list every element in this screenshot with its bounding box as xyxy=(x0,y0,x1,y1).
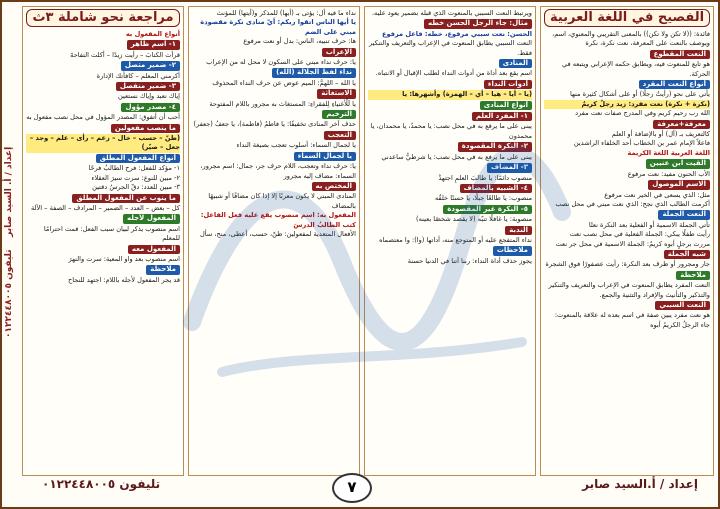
text: المنادى المبني لا يكون معربًا إلا إذا كان مضافًا أو شبيهًا بالمضاف xyxy=(208,192,356,210)
text: يا لجمال السماء: أسلوب تعجب بصيغة النداء xyxy=(236,141,356,150)
text: حذف آخر المنادى تخفيفًا: يا فاطمُ (فاطمة)، يا جعفُ (جعفر) xyxy=(193,120,356,129)
text: يا: حرف نداء وتعجب، اللام حرف جر، جمال: اسم مجرور، السماء: مضاف إليه مجرور xyxy=(200,162,356,180)
text-red: اللغة العربية اللغة الكريمة xyxy=(627,148,710,157)
heading-cut-adjective: النعت المقطوع xyxy=(650,50,710,59)
text: كالتعريف بـ (أل) أو بالإضافة أو العلم xyxy=(611,130,710,139)
text: رأيت طفلًا يبكي: الجملة الفعلية في محل نصب نعت xyxy=(569,230,710,239)
heading-note: ملاحظة xyxy=(146,265,180,274)
page-number: ٧ xyxy=(332,473,372,503)
column-right xyxy=(540,6,714,476)
text: يأتي على نحو (رأيتُ رجلًا) أو على أشكال كثيرة منها xyxy=(569,90,710,99)
heading-parsing: الإعراب xyxy=(322,48,356,57)
text: ها: حرف تنبيه، الناس: بدل أو نعت مرفوع xyxy=(243,37,356,46)
text-highlight: (يا – أيا – هيا – أي – الهمزة) وأشهرها: يا xyxy=(368,90,532,99)
text: ٣- مبين للعدد: دقّ الجرسُ دقتين xyxy=(92,183,180,192)
text-blue: يا أيها الناس اتقوا ربكم: أيّ منادى نكرة مقصودة مبني على الضم xyxy=(200,18,356,36)
text: مثل: الذي يسعى في الخير نعت مرفوع xyxy=(604,190,710,199)
text: منصوب دائمًا: يا طالبَ العلمِ اجتهدْ xyxy=(438,173,532,182)
text: تأتي الجملة الاسمية أو الفعلية بعد النكرة نعتًا xyxy=(588,220,710,229)
heading-definite: معرفة+معرفة xyxy=(653,120,710,129)
text: منصوبة: يا غافلًا تنبّه (لا يقصد شخصًا بعينه) xyxy=(416,215,532,224)
text: مررت برجلٍ أبوه كريمٌ: الجملة الاسمية في محل جر نعت xyxy=(555,239,710,248)
heading-truncation: الترخيم xyxy=(322,110,356,119)
column-second xyxy=(364,6,536,476)
title-left: مراجعة نحو شاملة ٣ث xyxy=(26,9,180,27)
heading-appeal: الاستغاثة xyxy=(317,89,356,98)
title-right: الفصيح في اللغة العربية xyxy=(544,9,710,27)
text: النعت السببي يطابق المنعوت في الإعراب والتعريف والتنكير فقط. xyxy=(368,39,532,57)
text: النعت المفرد يطابق المنعوت في الإعراب والتعريف والتنكير والتذكير والتأنيث والإفراد والتثنية والجمع. xyxy=(548,281,710,299)
text: يبنى على ما يرفع به في محل نصب: يا محمدُ، يا محمدان، يا محمدون xyxy=(370,122,532,140)
heading-vocative-tools: أدوات النداء xyxy=(484,80,532,89)
text-red: أنواع المفعول به xyxy=(125,30,180,38)
text: قد يجر المفعول لأجله باللام: اجتهد للنجاح xyxy=(67,275,180,284)
heading-example: يا لجمال السماء xyxy=(294,152,356,161)
heading-unintended-indefinite: ٥- النكرة غير المقصودة xyxy=(443,205,532,214)
heading-relative-noun: الاسم الموصول xyxy=(648,180,710,189)
heading-example: مثال: جاء الرجل الحسن خطه xyxy=(424,19,532,28)
column-left xyxy=(22,6,184,476)
heading-vocative-types: أنواع المنادى xyxy=(480,101,532,110)
text: قرأت الكتابَ – رأيت زيدًا – أكلت التفاحةَ xyxy=(70,50,180,59)
heading-proper-noun: ١- المفرد العلم xyxy=(472,112,532,121)
text: اسم منصوب بعد واو المعية: سرت والنهرَ xyxy=(68,254,180,263)
text: منصوب: يا طالعًا جبلًا، يا حسنًا خلقُه xyxy=(434,194,532,203)
text: أحب أن أتفوق: المصدر المؤول في محل نصب مفعول به xyxy=(26,113,180,122)
text-red: المفعول به: اسم منصوب يقع عليه فعل الفاعل: كتب الطالبُ الدرسَ xyxy=(200,211,356,229)
text: كل – بعض – العدد – الضمير – المرادف – الصفة – الآلة xyxy=(30,203,180,212)
text: فاعلاً الإمام عمر بن الخطاب أحد الخلفاء الراشدين xyxy=(573,139,710,148)
text: هو تابع للمنعوت فيه، ويطابق حكمه الإعرابي ويتبعه في الحركة. xyxy=(562,60,710,78)
heading-substitutes: ما ينوب عن المفعول المطلق xyxy=(72,194,180,203)
text: يا لَلْأغنياءِ لِلفقراءِ: المستغاث به مجرور باللام المفتوحة xyxy=(209,99,356,108)
text: الأفعال المتعدية لمفعولين: ظنّ، حسب، أعطى، منح، سأل xyxy=(199,229,356,238)
heading-infinitive: ٤- مصدر مؤول xyxy=(121,103,180,112)
heading-detached-pronoun: ٣- ضمير منفصل xyxy=(116,82,180,91)
heading-specified: المختص به xyxy=(312,182,356,191)
heading-lamentation: الندبة xyxy=(505,226,532,235)
text: جار ومجرور أو ظرف بعد النكرة: رأيت عصفورًا فوق الشجرة xyxy=(545,260,710,269)
text: ويرتبط النعت السببي بالمنعوت الذي قبله بضمير يعود عليه. xyxy=(371,9,532,17)
heading-sentence-adjective: النعت الجملة xyxy=(658,210,710,219)
heading-causal-adjective: النعت السببي xyxy=(655,301,710,310)
text: أكرمني المعلم – كافأتك الإدارة xyxy=(96,71,180,80)
heading-exclamation: التعجب xyxy=(324,131,356,140)
text: نداء ما فيه أل: يؤتى بـ (أيها) للمذكر و(أيتها) للمؤنث xyxy=(216,9,356,17)
heading-note: ملاحظة xyxy=(676,271,710,280)
text: يبنى على ما يرفع به في محل نصب: يا شرطيُّ ساعدني xyxy=(381,152,532,161)
text: اسم منصوب يذكر لبيان سبب الفعل: قمت احترامًا للمعلم xyxy=(43,224,180,243)
text: يا الله – اللهمَّ: الميم عوض عن حرف النداء المحذوف xyxy=(212,78,356,87)
text: ١- مؤكد للفعل: فرح الطالبُ فرحًا xyxy=(88,164,180,173)
heading-notes: ملاحظات xyxy=(493,246,532,255)
heading-example: القيت ابن عنيين xyxy=(646,159,710,168)
intro-text: فائدة: ((لا تكن ولا تكن)) بالمعنى التقريبي والمعنوي، اسم، ويوصف بالنعت على المعرفة، نعت نكرة، نكرة xyxy=(552,30,710,48)
text: اسم يقع بعد أداة من أدوات النداء لطلب الإقبال أو الانتباه. xyxy=(375,69,532,78)
text: الله رب رحيم كريم وفي المدرج صفات نعت مفرد xyxy=(575,109,710,118)
text: نداء المتفجع عليه أو المتوجع منه، أداتها (وا): وا معتصماه xyxy=(379,235,532,244)
footer-author: إعداد / أ.السيد صابر xyxy=(582,477,698,491)
heading-object-of-purpose: المفعول لأجله xyxy=(123,214,180,223)
text: ٢- مبين للنوع: سرت سيرَ العقلاء xyxy=(91,173,180,182)
heading-explicit-noun: ١- اسم ظاهر xyxy=(127,40,180,49)
column-third xyxy=(188,6,360,476)
heading-annexed: ٣- المضاف xyxy=(487,163,532,172)
heading-attached-pronoun: ٢- ضمير متصل xyxy=(121,61,180,70)
heading-two-objects: ما ينصب مفعولين xyxy=(111,124,180,133)
text-blue: الحسن: نعت سببي مرفوع، خطه: فاعل مرفوع xyxy=(381,29,532,38)
heading-vocative: المنادى xyxy=(499,59,532,68)
text: يجوز حذف أداة النداء: ربنا آتنا في الدنيا حسنة xyxy=(407,256,532,265)
text: هو نعت مفرد يبين صفة في اسم بعده له علاقة بالمنعوت: جاء الرجلُ الكريمُ أبوه xyxy=(554,311,710,329)
heading-god-name-call: نداء لفظ الجلالة (الله) xyxy=(272,68,356,77)
text: إياك نعبد وإياك نستعين xyxy=(117,92,180,101)
text-highlight: (نكرة + نكرة) نعت مفرد: زيد رجلٌ كريمٌ xyxy=(544,100,710,109)
side-phone: تليفون ٠١٢٢٤٤٨٠٠٥ xyxy=(4,248,14,338)
text: يا: حرف نداء مبني على السكون لا محل له من الإعراب xyxy=(206,58,356,67)
footer-phone: تليفون ٠١٢٢٤٤٨٠٠٥ xyxy=(42,477,161,491)
side-author: إعداد / أ. السيد صابر xyxy=(4,146,14,237)
heading-semi-annexed: ٤- الشبيه بالمضاف xyxy=(460,184,532,193)
text: الأب الحنون مفيد: نعت مرفوع xyxy=(627,169,710,178)
heading-object-with: المفعول معه xyxy=(128,245,180,254)
heading-intended-indefinite: ٢- النكرة المقصودة xyxy=(458,142,532,151)
heading-single-adjective-types: أنواع النعت المقرد xyxy=(639,80,710,89)
side-credit xyxy=(4,82,16,402)
heading-absolute-object: أنواع المفعول المطلق xyxy=(96,154,180,163)
text: أكرمت الطالب الذي نجح: الذي نعت مبني في محل نصب xyxy=(555,199,710,208)
heading-semi-sentence: شبه الجملة xyxy=(664,250,710,259)
text-highlight: (ظنّ – حسب – خال – زعم – رأى – علم – وجد – جعل – صيّر) xyxy=(26,134,180,153)
